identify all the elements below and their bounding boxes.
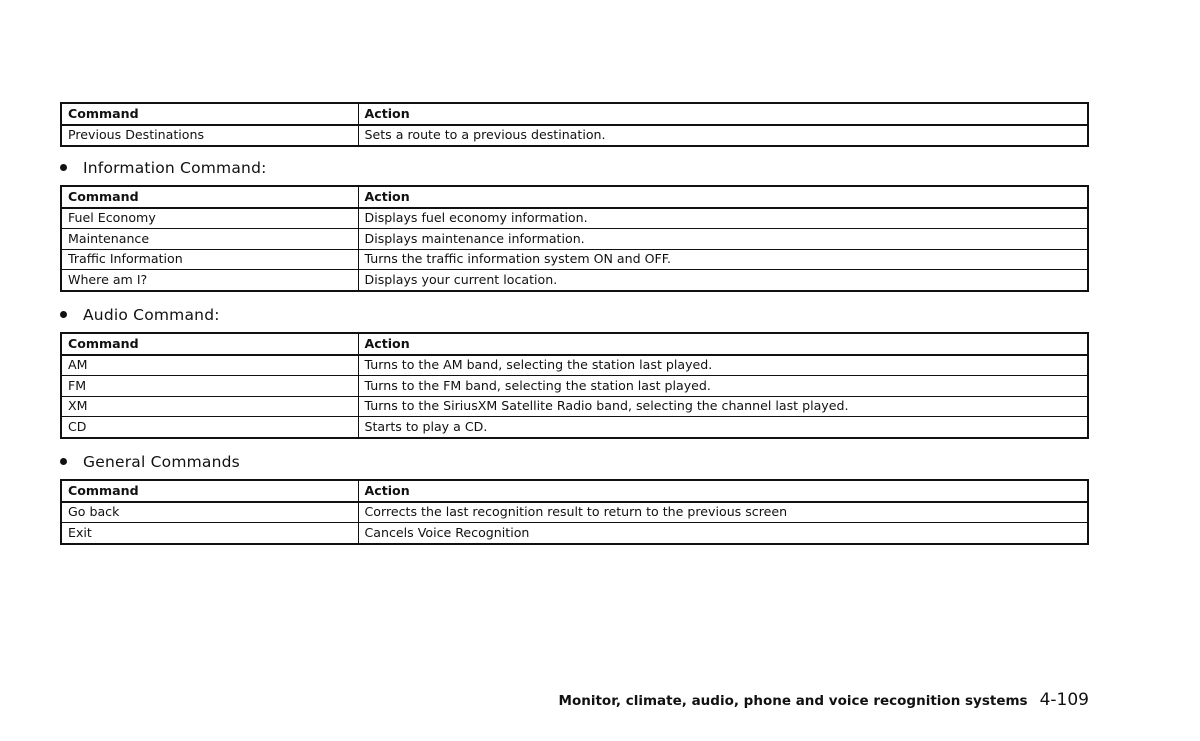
action-cell: Turns to the AM band, selecting the station last played. <box>358 355 1088 376</box>
command-cell: Where am I? <box>61 270 358 291</box>
table-row <box>61 249 1088 270</box>
command-cell: CD <box>61 417 358 438</box>
action-cell: Sets a route to a previous destination. <box>358 125 1088 147</box>
action-cell: Displays fuel economy information. <box>358 208 1088 229</box>
action-cell: Turns the traffic information system ON and OFF. <box>358 249 1088 270</box>
command-cell: FM <box>61 376 358 397</box>
command-cell: Fuel Economy <box>61 208 358 229</box>
section-heading-audio <box>60 306 220 324</box>
command-cell: Traffic Information <box>61 249 358 270</box>
page-number: 4-109 <box>1039 690 1089 710</box>
table-row <box>61 125 1088 147</box>
table-row <box>61 376 1088 397</box>
command-cell: Maintenance <box>61 229 358 250</box>
column-header-action: Action <box>358 333 1088 355</box>
action-cell: Turns to the SiriusXM Satellite Radio band, selecting the channel last played. <box>358 396 1088 417</box>
command-table-general <box>60 479 1089 545</box>
action-cell: Corrects the last recognition result to return to the previous screen <box>358 502 1088 523</box>
command-cell: AM <box>61 355 358 376</box>
bullet-icon <box>60 164 67 171</box>
action-cell: Turns to the FM band, selecting the station last played. <box>358 376 1088 397</box>
table-row <box>61 417 1088 438</box>
command-table-information <box>60 185 1089 292</box>
section-title: General Commands <box>83 453 240 471</box>
action-cell: Displays maintenance information. <box>358 229 1088 250</box>
page-footer <box>559 690 1089 710</box>
section-heading-general <box>60 453 240 471</box>
column-header-action: Action <box>358 480 1088 502</box>
table-header-row <box>61 480 1088 502</box>
section-title: Audio Command: <box>83 306 220 324</box>
section-title: Information Command: <box>83 159 267 177</box>
table-header-row <box>61 186 1088 208</box>
column-header-command: Command <box>61 103 358 125</box>
command-cell: Go back <box>61 502 358 523</box>
action-cell: Cancels Voice Recognition <box>358 523 1088 544</box>
section-heading-information <box>60 159 267 177</box>
column-header-action: Action <box>358 103 1088 125</box>
footer-section-title: Monitor, climate, audio, phone and voice recognition systems <box>558 693 1028 709</box>
table-row <box>61 502 1088 523</box>
table-row <box>61 396 1088 417</box>
action-cell: Starts to play a CD. <box>358 417 1088 438</box>
bullet-icon <box>60 311 67 318</box>
table-row <box>61 208 1088 229</box>
table-row <box>61 355 1088 376</box>
command-table-navigation <box>60 102 1089 147</box>
column-header-command: Command <box>61 333 358 355</box>
table-row <box>61 229 1088 250</box>
command-table-audio <box>60 332 1089 439</box>
table-row <box>61 270 1088 291</box>
command-cell: Exit <box>61 523 358 544</box>
action-cell: Displays your current location. <box>358 270 1088 291</box>
table-row <box>61 523 1088 544</box>
bullet-icon <box>60 458 67 465</box>
table-header-row <box>61 103 1088 125</box>
column-header-command: Command <box>61 186 358 208</box>
column-header-action: Action <box>358 186 1088 208</box>
command-cell: XM <box>61 396 358 417</box>
command-cell: Previous Destinations <box>61 125 358 147</box>
column-header-command: Command <box>61 480 358 502</box>
table-header-row <box>61 333 1088 355</box>
